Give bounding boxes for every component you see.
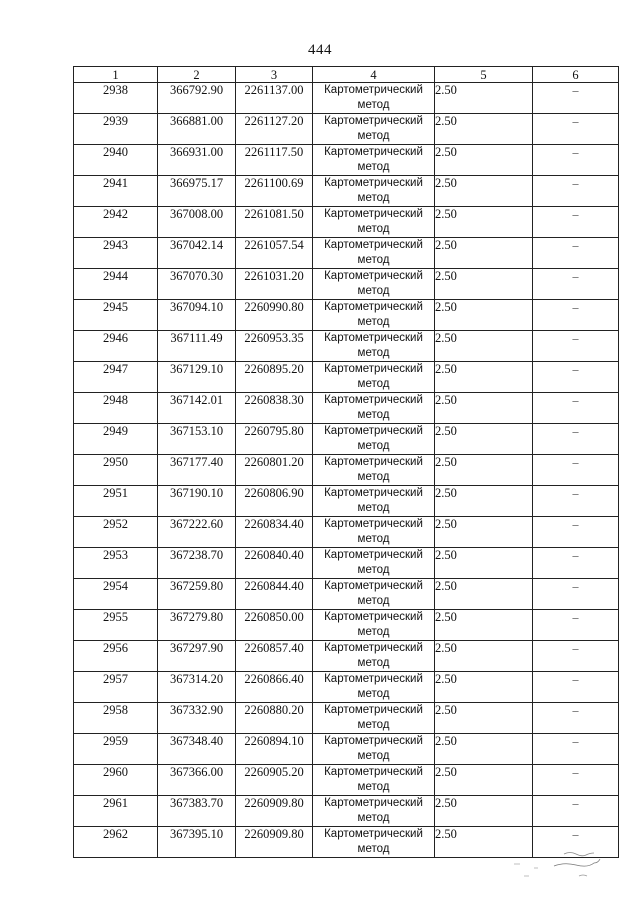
method-line: Картометрический [324, 425, 423, 437]
precision: 2.50 [435, 176, 533, 207]
table-row [74, 114, 619, 145]
point-number: 2946 [74, 331, 158, 362]
y-coordinate: 2260895.20 [236, 362, 313, 393]
precision: 2.50 [435, 827, 533, 858]
table-row [74, 362, 619, 393]
y-coordinate: 2260880.20 [236, 703, 313, 734]
method-cell [313, 517, 435, 548]
method-line: Картометрический [324, 332, 423, 344]
x-coordinate: 367383.70 [158, 796, 236, 827]
x-coordinate: 366931.00 [158, 145, 236, 176]
method-line: Картометрический [324, 239, 423, 251]
method-line: Картометрический [324, 580, 423, 592]
point-number: 2952 [74, 517, 158, 548]
x-coordinate: 367348.40 [158, 734, 236, 765]
method-line: Картометрический [324, 456, 423, 468]
method-line: метод [357, 502, 390, 514]
note: – [533, 331, 619, 362]
x-coordinate: 367279.80 [158, 610, 236, 641]
x-coordinate: 366792.90 [158, 83, 236, 114]
method-line: метод [357, 254, 390, 266]
method-cell [313, 300, 435, 331]
note: – [533, 517, 619, 548]
method-cell [313, 269, 435, 300]
method-line: метод [357, 750, 390, 762]
scribble-mark [494, 846, 614, 886]
method-cell [313, 114, 435, 145]
table-row [74, 238, 619, 269]
method-line: Картометрический [324, 518, 423, 530]
x-coordinate: 367332.90 [158, 703, 236, 734]
x-coordinate: 367042.14 [158, 238, 236, 269]
method-line: Картометрический [324, 394, 423, 406]
y-coordinate: 2260844.40 [236, 579, 313, 610]
method-cell [313, 455, 435, 486]
method-cell [313, 331, 435, 362]
column-header: 5 [435, 67, 533, 83]
y-coordinate: 2260795.80 [236, 424, 313, 455]
x-coordinate: 367094.10 [158, 300, 236, 331]
method-line: метод [357, 223, 390, 235]
method-cell [313, 796, 435, 827]
table-row [74, 145, 619, 176]
precision: 2.50 [435, 207, 533, 238]
point-number: 2938 [74, 83, 158, 114]
y-coordinate: 2260990.80 [236, 300, 313, 331]
method-line: метод [357, 409, 390, 421]
note: – [533, 672, 619, 703]
note: – [533, 83, 619, 114]
y-coordinate: 2260834.40 [236, 517, 313, 548]
note: – [533, 548, 619, 579]
method-cell [313, 703, 435, 734]
column-header: 4 [313, 67, 435, 83]
y-coordinate: 2260909.80 [236, 796, 313, 827]
method-line: Картометрический [324, 704, 423, 716]
method-cell [313, 238, 435, 269]
table-row [74, 207, 619, 238]
method-cell [313, 393, 435, 424]
y-coordinate: 2261100.69 [236, 176, 313, 207]
point-number: 2948 [74, 393, 158, 424]
table-row [74, 331, 619, 362]
point-number: 2944 [74, 269, 158, 300]
note: – [533, 455, 619, 486]
method-line: Картометрический [324, 177, 423, 189]
point-number: 2960 [74, 765, 158, 796]
x-coordinate: 367238.70 [158, 548, 236, 579]
note: – [533, 486, 619, 517]
method-line: Картометрический [324, 642, 423, 654]
y-coordinate: 2260894.10 [236, 734, 313, 765]
y-coordinate: 2260850.00 [236, 610, 313, 641]
header-row [74, 67, 619, 83]
method-line: метод [357, 161, 390, 173]
method-line: Картометрический [324, 208, 423, 220]
table-row [74, 300, 619, 331]
point-number: 2951 [74, 486, 158, 517]
method-cell [313, 610, 435, 641]
method-cell [313, 734, 435, 765]
page-number: 444 [308, 42, 332, 58]
point-number: 2954 [74, 579, 158, 610]
note: – [533, 796, 619, 827]
column-header: 6 [533, 67, 619, 83]
x-coordinate: 367366.00 [158, 765, 236, 796]
y-coordinate: 2260806.90 [236, 486, 313, 517]
y-coordinate: 2260838.30 [236, 393, 313, 424]
table-row [74, 269, 619, 300]
x-coordinate: 367297.90 [158, 641, 236, 672]
point-number: 2962 [74, 827, 158, 858]
y-coordinate: 2261127.20 [236, 114, 313, 145]
note: – [533, 176, 619, 207]
precision: 2.50 [435, 796, 533, 827]
point-number: 2955 [74, 610, 158, 641]
point-number: 2940 [74, 145, 158, 176]
method-cell [313, 176, 435, 207]
method-line: метод [357, 192, 390, 204]
x-coordinate: 367008.00 [158, 207, 236, 238]
method-line: Картометрический [324, 115, 423, 127]
method-cell [313, 83, 435, 114]
table-row [74, 424, 619, 455]
note: – [533, 734, 619, 765]
method-line: Картометрический [324, 363, 423, 375]
x-coordinate: 367070.30 [158, 269, 236, 300]
precision: 2.50 [435, 610, 533, 641]
method-cell [313, 641, 435, 672]
table-row [74, 734, 619, 765]
y-coordinate: 2260905.20 [236, 765, 313, 796]
precision: 2.50 [435, 238, 533, 269]
method-line: Картометрический [324, 735, 423, 747]
point-number: 2961 [74, 796, 158, 827]
method-line: метод [357, 471, 390, 483]
precision: 2.50 [435, 517, 533, 548]
method-line: метод [357, 564, 390, 576]
precision: 2.50 [435, 114, 533, 145]
y-coordinate: 2260840.40 [236, 548, 313, 579]
x-coordinate: 366975.17 [158, 176, 236, 207]
method-cell [313, 827, 435, 858]
y-coordinate: 2261057.54 [236, 238, 313, 269]
point-number: 2949 [74, 424, 158, 455]
method-cell [313, 548, 435, 579]
note: – [533, 207, 619, 238]
y-coordinate: 2261081.50 [236, 207, 313, 238]
method-cell [313, 579, 435, 610]
y-coordinate: 2260801.20 [236, 455, 313, 486]
point-number: 2947 [74, 362, 158, 393]
method-line: метод [357, 130, 390, 142]
precision: 2.50 [435, 548, 533, 579]
point-number: 2942 [74, 207, 158, 238]
precision: 2.50 [435, 455, 533, 486]
method-cell [313, 672, 435, 703]
note: – [533, 765, 619, 796]
table-row [74, 517, 619, 548]
y-coordinate: 2260953.35 [236, 331, 313, 362]
method-line: Картометрический [324, 797, 423, 809]
method-line: Картометрический [324, 549, 423, 561]
y-coordinate: 2260866.40 [236, 672, 313, 703]
column-header: 3 [236, 67, 313, 83]
method-line: Картометрический [324, 611, 423, 623]
method-line: Картометрический [324, 766, 423, 778]
precision: 2.50 [435, 83, 533, 114]
method-line: метод [357, 378, 390, 390]
method-line: Картометрический [324, 84, 423, 96]
table-row [74, 765, 619, 796]
x-coordinate: 367177.40 [158, 455, 236, 486]
precision: 2.50 [435, 672, 533, 703]
note: – [533, 703, 619, 734]
note: – [533, 145, 619, 176]
x-coordinate: 367395.10 [158, 827, 236, 858]
note: – [533, 424, 619, 455]
x-coordinate: 367111.49 [158, 331, 236, 362]
method-line: метод [357, 347, 390, 359]
table-row [74, 641, 619, 672]
method-line: Картометрический [324, 301, 423, 313]
method-line: метод [357, 533, 390, 545]
point-number: 2958 [74, 703, 158, 734]
note: – [533, 641, 619, 672]
table-row [74, 548, 619, 579]
point-number: 2950 [74, 455, 158, 486]
method-cell [313, 207, 435, 238]
table-row [74, 796, 619, 827]
note: – [533, 579, 619, 610]
method-line: метод [357, 688, 390, 700]
method-line: Картометрический [324, 270, 423, 282]
precision: 2.50 [435, 362, 533, 393]
x-coordinate: 367142.01 [158, 393, 236, 424]
column-header: 2 [158, 67, 236, 83]
precision: 2.50 [435, 765, 533, 796]
note: – [533, 300, 619, 331]
x-coordinate: 367259.80 [158, 579, 236, 610]
method-line: метод [357, 99, 390, 111]
x-coordinate: 367314.20 [158, 672, 236, 703]
precision: 2.50 [435, 703, 533, 734]
x-coordinate: 367222.60 [158, 517, 236, 548]
method-line: метод [357, 595, 390, 607]
precision: 2.50 [435, 331, 533, 362]
precision: 2.50 [435, 145, 533, 176]
method-line: метод [357, 316, 390, 328]
point-number: 2957 [74, 672, 158, 703]
method-line: метод [357, 285, 390, 297]
table-row [74, 672, 619, 703]
coordinates-table [73, 66, 619, 858]
x-coordinate: 367190.10 [158, 486, 236, 517]
method-line: метод [357, 843, 390, 855]
method-line: метод [357, 657, 390, 669]
y-coordinate: 2261117.50 [236, 145, 313, 176]
y-coordinate: 2261137.00 [236, 83, 313, 114]
table-row [74, 83, 619, 114]
method-cell [313, 145, 435, 176]
method-line: Картометрический [324, 673, 423, 685]
point-number: 2941 [74, 176, 158, 207]
y-coordinate: 2260909.80 [236, 827, 313, 858]
method-cell [313, 765, 435, 796]
x-coordinate: 367153.10 [158, 424, 236, 455]
method-line: метод [357, 440, 390, 452]
method-line: метод [357, 719, 390, 731]
method-line: метод [357, 781, 390, 793]
precision: 2.50 [435, 734, 533, 765]
table-row [74, 176, 619, 207]
precision: 2.50 [435, 393, 533, 424]
note: – [533, 827, 619, 858]
y-coordinate: 2260857.40 [236, 641, 313, 672]
point-number: 2956 [74, 641, 158, 672]
table-row [74, 703, 619, 734]
point-number: 2945 [74, 300, 158, 331]
method-cell [313, 424, 435, 455]
method-line: Картометрический [324, 487, 423, 499]
note: – [533, 238, 619, 269]
table-row [74, 610, 619, 641]
method-line: Картометрический [324, 828, 423, 840]
table-row [74, 455, 619, 486]
precision: 2.50 [435, 579, 533, 610]
method-cell [313, 362, 435, 393]
precision: 2.50 [435, 641, 533, 672]
point-number: 2939 [74, 114, 158, 145]
method-line: метод [357, 626, 390, 638]
table-body [74, 83, 619, 858]
precision: 2.50 [435, 269, 533, 300]
point-number: 2943 [74, 238, 158, 269]
point-number: 2959 [74, 734, 158, 765]
column-header: 1 [74, 67, 158, 83]
table-row [74, 579, 619, 610]
note: – [533, 114, 619, 145]
method-line: метод [357, 812, 390, 824]
precision: 2.50 [435, 300, 533, 331]
note: – [533, 269, 619, 300]
precision: 2.50 [435, 486, 533, 517]
method-cell [313, 486, 435, 517]
note: – [533, 362, 619, 393]
note: – [533, 393, 619, 424]
x-coordinate: 366881.00 [158, 114, 236, 145]
table-row [74, 486, 619, 517]
x-coordinate: 367129.10 [158, 362, 236, 393]
method-line: Картометрический [324, 146, 423, 158]
table-row [74, 393, 619, 424]
note: – [533, 610, 619, 641]
precision: 2.50 [435, 424, 533, 455]
y-coordinate: 2261031.20 [236, 269, 313, 300]
point-number: 2953 [74, 548, 158, 579]
